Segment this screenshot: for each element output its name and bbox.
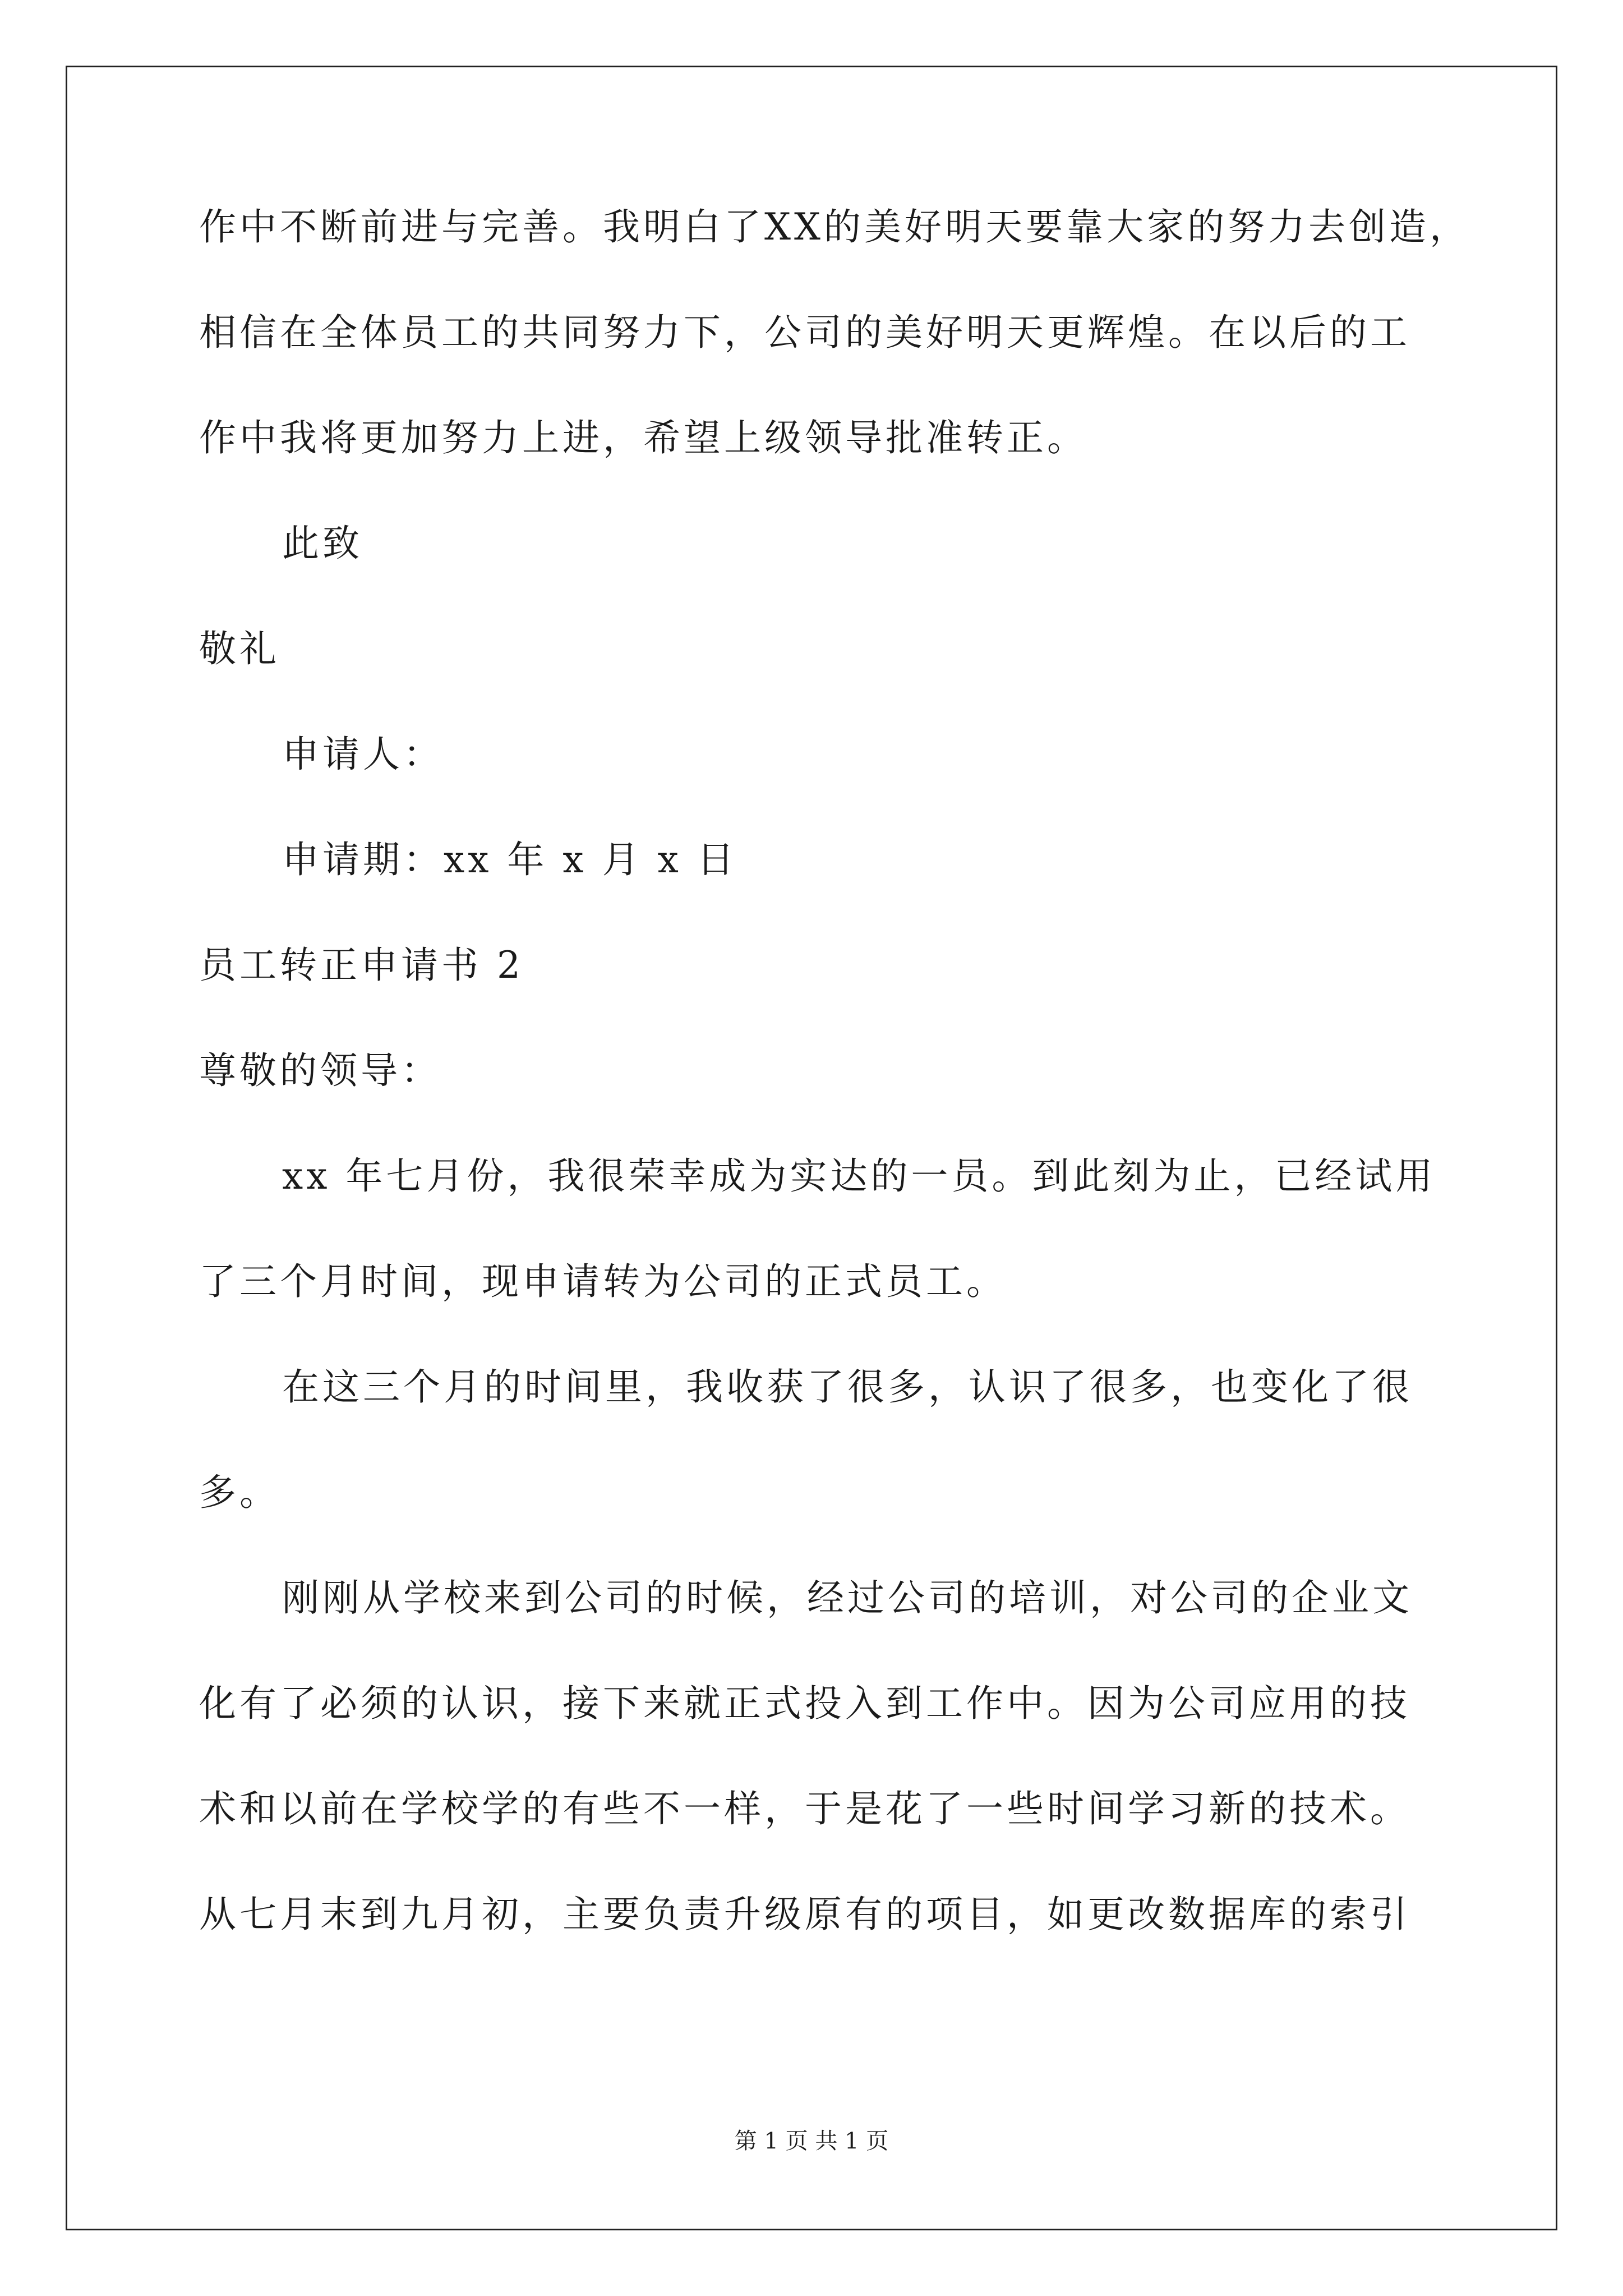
application-date-line: 申请期：xx 年 x 月 x 日 [282,838,737,881]
section-title: 员工转正申请书 2 [199,944,524,987]
text-line: 化有了必须的认识，接下来就正式投入到工作中。因为公司应用的技 [199,1682,1410,1725]
text-line: xx 年七月份，我很荣幸成为实达的一员。到此刻为止，已经试用 [282,1154,1436,1198]
greeting: 尊敬的领导： [199,1049,441,1092]
text-line: 作中我将更加努力上进，希望上级领导批准转正。 [199,416,1087,459]
text-line: 作中不断前进与完善。我明白了XX的美好明天要靠大家的努力去创造， [199,205,1470,249]
text-line: 刚刚从学校来到公司的时候，经过公司的培训，对公司的企业文 [282,1576,1413,1619]
closing-salutation: 此致 [282,522,363,565]
text-line: 多。 [199,1471,280,1514]
text-line: 从七月末到九月初，主要负责升级原有的项目，如更改数据库的索引 [199,1893,1410,1936]
text-line: 相信在全体员工的共同努力下，公司的美好明天更辉煌。在以后的工 [199,311,1410,354]
applicant-line: 申请人： [282,733,444,776]
text-line: 术和以前在学校学的有些不一样，于是花了一些时间学习新的技术。 [199,1787,1410,1830]
closing-regards: 敬礼 [199,627,280,670]
page-footer: 第 1 页 共 1 页 [734,2128,889,2154]
text-line: 在这三个月的时间里，我收获了很多，认识了很多，也变化了很 [282,1365,1413,1409]
text-line: 了三个月时间，现申请转为公司的正式员工。 [199,1260,1007,1303]
